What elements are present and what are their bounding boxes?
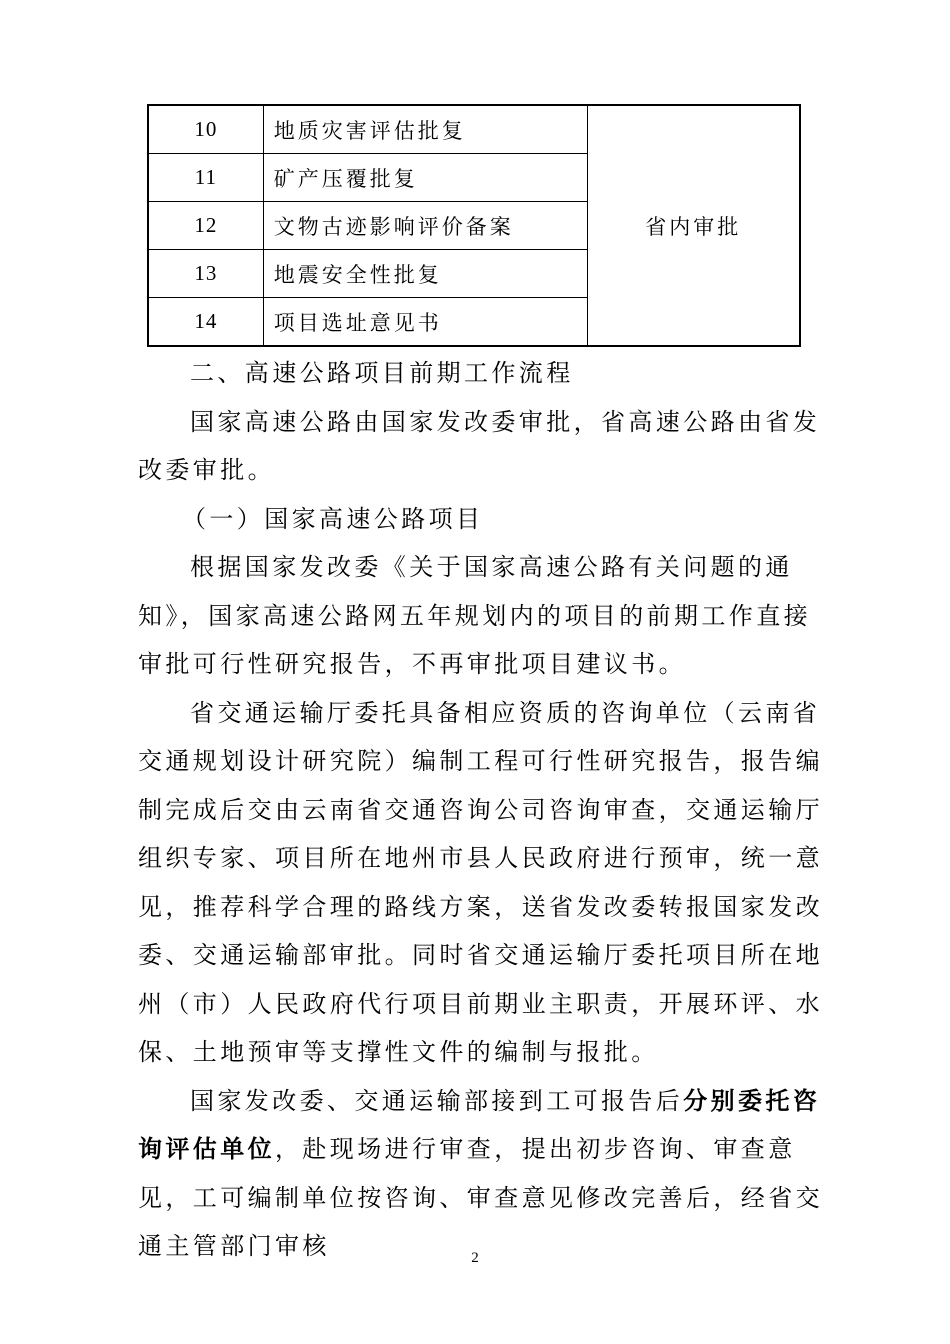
paragraph-procedure: 省交通运输厅委托具备相应资质的咨询单位（云南省交通规划设计研究院）编制工程可行性研究报告，报告编制完成后交由云南省交通咨询公司咨询审查，交通运输厅组织专家、项目所在地州市县人民政府进行预审，统一意见，推荐科学合理的路线方案，送省发改委转报国家发改委、交通运输部审批。同时省交通运输厅委托项目所在地州（市）人民政府代行项目前期业主职责，开展环评、水保、土地预审等支撑性文件的编制与报批。 <box>138 698 823 1066</box>
paragraph-review <box>138 1077 828 1271</box>
row-number: 13 <box>148 250 263 298</box>
row-item: 矿产压覆批复 <box>263 154 587 202</box>
document-body <box>138 349 828 1271</box>
approval-items-table <box>147 104 801 347</box>
row-item: 文物古迹影响评价备案 <box>263 202 587 250</box>
row-number: 11 <box>148 154 263 202</box>
page-number: 2 <box>471 1250 479 1266</box>
subsection-heading: （一）国家高速公路项目 <box>182 504 484 533</box>
paragraph-review-start: 国家发改委、交通运输部接到工可报告后 <box>190 1086 684 1115</box>
row-number: 12 <box>148 202 263 250</box>
paragraph-review-bold: 分别委托咨询评估单位 <box>138 1085 821 1163</box>
approval-category-cell: 省内审批 <box>587 105 800 346</box>
table-row <box>148 105 800 154</box>
paragraph-review-end: ，赴现场进行审查，提出初步咨询、审查意见，工可编制单位按咨询、审查意见修改完善后，经省交通主管部门审核 <box>138 1135 823 1260</box>
row-number: 10 <box>148 105 263 154</box>
section-heading: 二、高速公路项目前期工作流程 <box>190 359 574 387</box>
paragraph-notice: 根据国家发改委《关于国家高速公路有关问题的通知》，国家高速公路网五年规划内的项目的前期工作直接审批可行性研究报告，不再审批项目建议书。 <box>138 553 811 678</box>
row-number: 14 <box>148 298 263 347</box>
row-item: 地质灾害评估批复 <box>263 105 587 154</box>
intro-paragraph: 国家高速公路由国家发改委审批，省高速公路由省发改委审批。 <box>138 407 821 484</box>
row-item: 项目选址意见书 <box>263 298 587 347</box>
row-item: 地震安全性批复 <box>263 250 587 298</box>
